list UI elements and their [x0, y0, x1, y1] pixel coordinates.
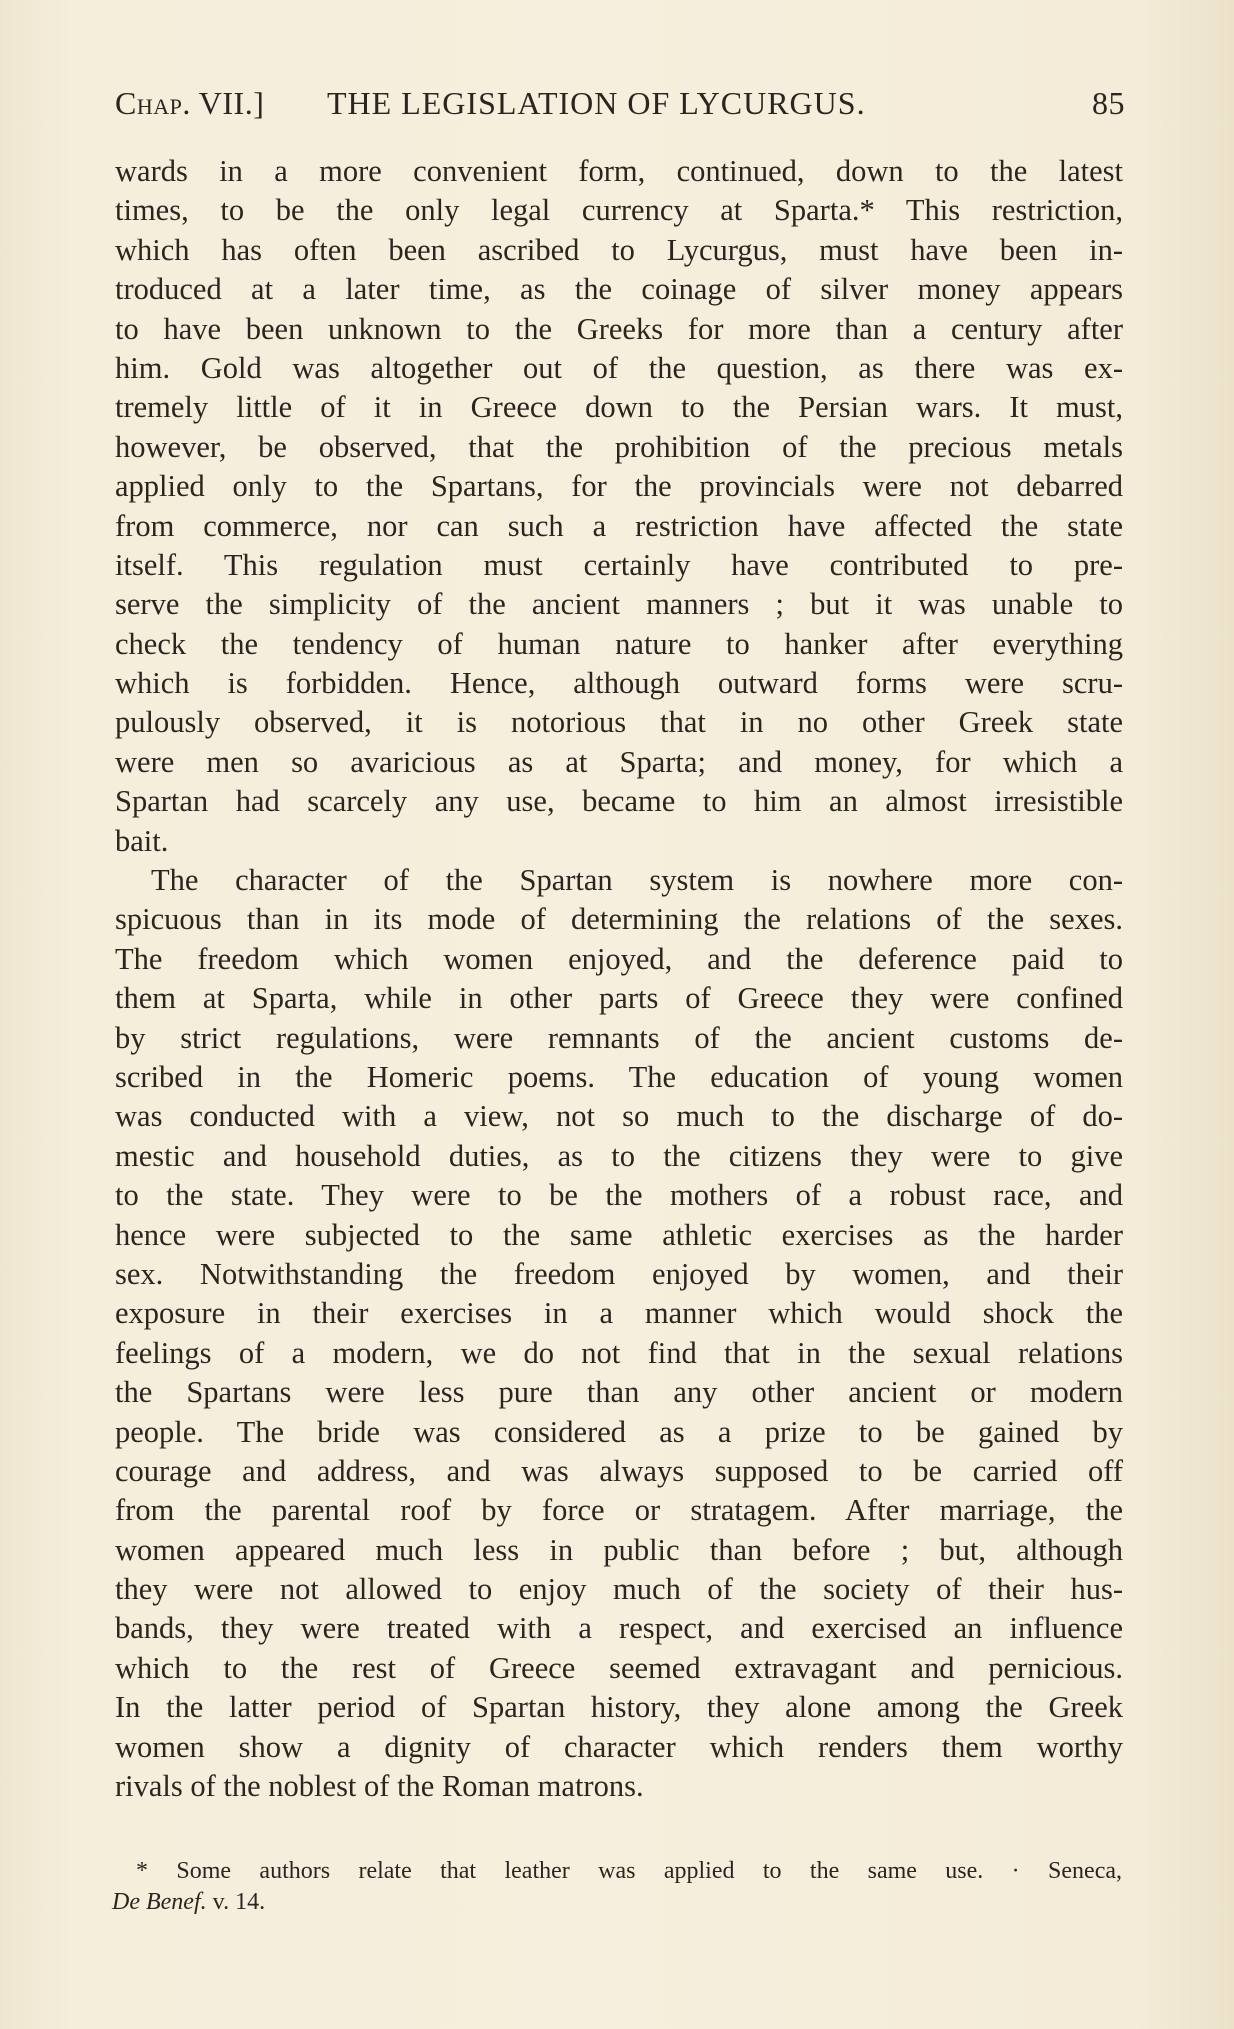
text-line: scribed in the Homeric poems. The education of young women — [115, 1059, 1123, 1094]
text-line: they were not allowed to enjoy much of the society of their hus- — [115, 1572, 1123, 1607]
text-line: courage and address, and was always supposed to be carried off — [115, 1453, 1123, 1488]
footnote — [112, 1856, 1122, 1918]
text-line: troduced at a later time, as the coinage of silver money appears — [115, 272, 1123, 307]
text-line: women show a dignity of character which renders them worthy — [115, 1729, 1123, 1764]
text-line: to the state. They were to be the mothers of a robust race, and — [115, 1178, 1123, 1213]
text-line: check the tendency of human nature to hanker after everything — [115, 626, 1123, 661]
text-line: from commerce, nor can such a restriction have affected the state — [115, 508, 1123, 543]
text-line: from the parental roof by force or stratagem. After marriage, the — [115, 1493, 1123, 1528]
text-line: to have been unknown to the Greeks for more than a century after — [115, 311, 1123, 346]
text-line: by strict regulations, were remnants of the ancient customs de- — [115, 1020, 1123, 1055]
text-line: him. Gold was altogether out of the question, as there was ex- — [115, 350, 1123, 385]
text-line: them at Sparta, while in other parts of Greece they were confined — [115, 981, 1123, 1016]
text-line: exposure in their exercises in a manner which would shock the — [115, 1296, 1123, 1331]
text-line: The freedom which women enjoyed, and the deference paid to — [115, 941, 1123, 976]
text-line: itself. This regulation must certainly have contributed to pre- — [115, 547, 1123, 582]
text-line: people. The bride was considered as a prize to be gained by — [115, 1414, 1123, 1449]
text-line: were men so avaricious as at Sparta; and money, for which a — [115, 744, 1123, 779]
chapter-label: Chap. VII.] — [115, 85, 265, 121]
text-line: the Spartans were less pure than any other ancient or modern — [115, 1375, 1123, 1410]
footnote-citation-location: v. 14. — [212, 1889, 266, 1915]
text-line: wards in a more convenient form, continued, down to the latest — [115, 154, 1123, 188]
page-number: 85 — [1092, 85, 1125, 121]
text-line: applied only to the Spartans, for the provincials were not debarred — [115, 469, 1123, 504]
text-line: was conducted with a view, not so much to the discharge of do- — [115, 1099, 1123, 1134]
text-line: spicuous than in its mode of determining the relations of the sexes. — [115, 902, 1123, 937]
footnote-citation — [112, 1887, 1122, 1918]
text-line: Spartan had scarcely any use, became to him an almost irresistible — [115, 784, 1123, 819]
text-line: pulously observed, it is notorious that in no other Greek state — [115, 705, 1123, 740]
running-head — [115, 85, 1125, 125]
text-line: however, be observed, that the prohibition of the precious metals — [115, 429, 1123, 464]
footnote-citation-work: De Benef. — [112, 1889, 207, 1915]
body-text — [115, 152, 1123, 1806]
text-line: which has often been ascribed to Lycurgus, must have been in- — [115, 232, 1123, 267]
text-line: serve the simplicity of the ancient manners ; but it was unable to — [115, 587, 1123, 622]
text-line: In the latter period of Spartan history, they alone among the Greek — [115, 1690, 1123, 1725]
text-line: tremely little of it in Greece down to the Persian wars. It must, — [115, 390, 1123, 425]
text-line: feelings of a modern, we do not find that in the sexual relations — [115, 1335, 1123, 1370]
paragraph-start-line: The character of the Spartan system is nowhere more con- — [151, 863, 1123, 898]
text-line: bands, they were treated with a respect, and exercised an influence — [115, 1611, 1123, 1646]
text-line: hence were subjected to the same athletic exercises as the harder — [115, 1217, 1123, 1252]
text-line: times, to be the only legal currency at Sparta.* This restriction, — [115, 193, 1123, 228]
text-line: which is forbidden. Hence, although outward forms were scru- — [115, 666, 1123, 701]
text-line: mestic and household duties, as to the citizens they were to give — [115, 1138, 1123, 1173]
text-line: sex. Notwithstanding the freedom enjoyed by women, and their — [115, 1256, 1123, 1291]
paragraph-end-line: bait. — [115, 823, 169, 858]
text-line: women appeared much less in public than before ; but, although — [115, 1532, 1123, 1567]
paragraph-end-line: rivals of the noblest of the Roman matrons. — [115, 1769, 644, 1804]
footnote-text: * Some authors relate that leather was applied to the same use. · Seneca, — [136, 1858, 1122, 1884]
text-line: which to the rest of Greece seemed extravagant and pernicious. — [115, 1650, 1123, 1685]
page-title: THE LEGISLATION OF LYCURGUS. — [327, 85, 866, 121]
